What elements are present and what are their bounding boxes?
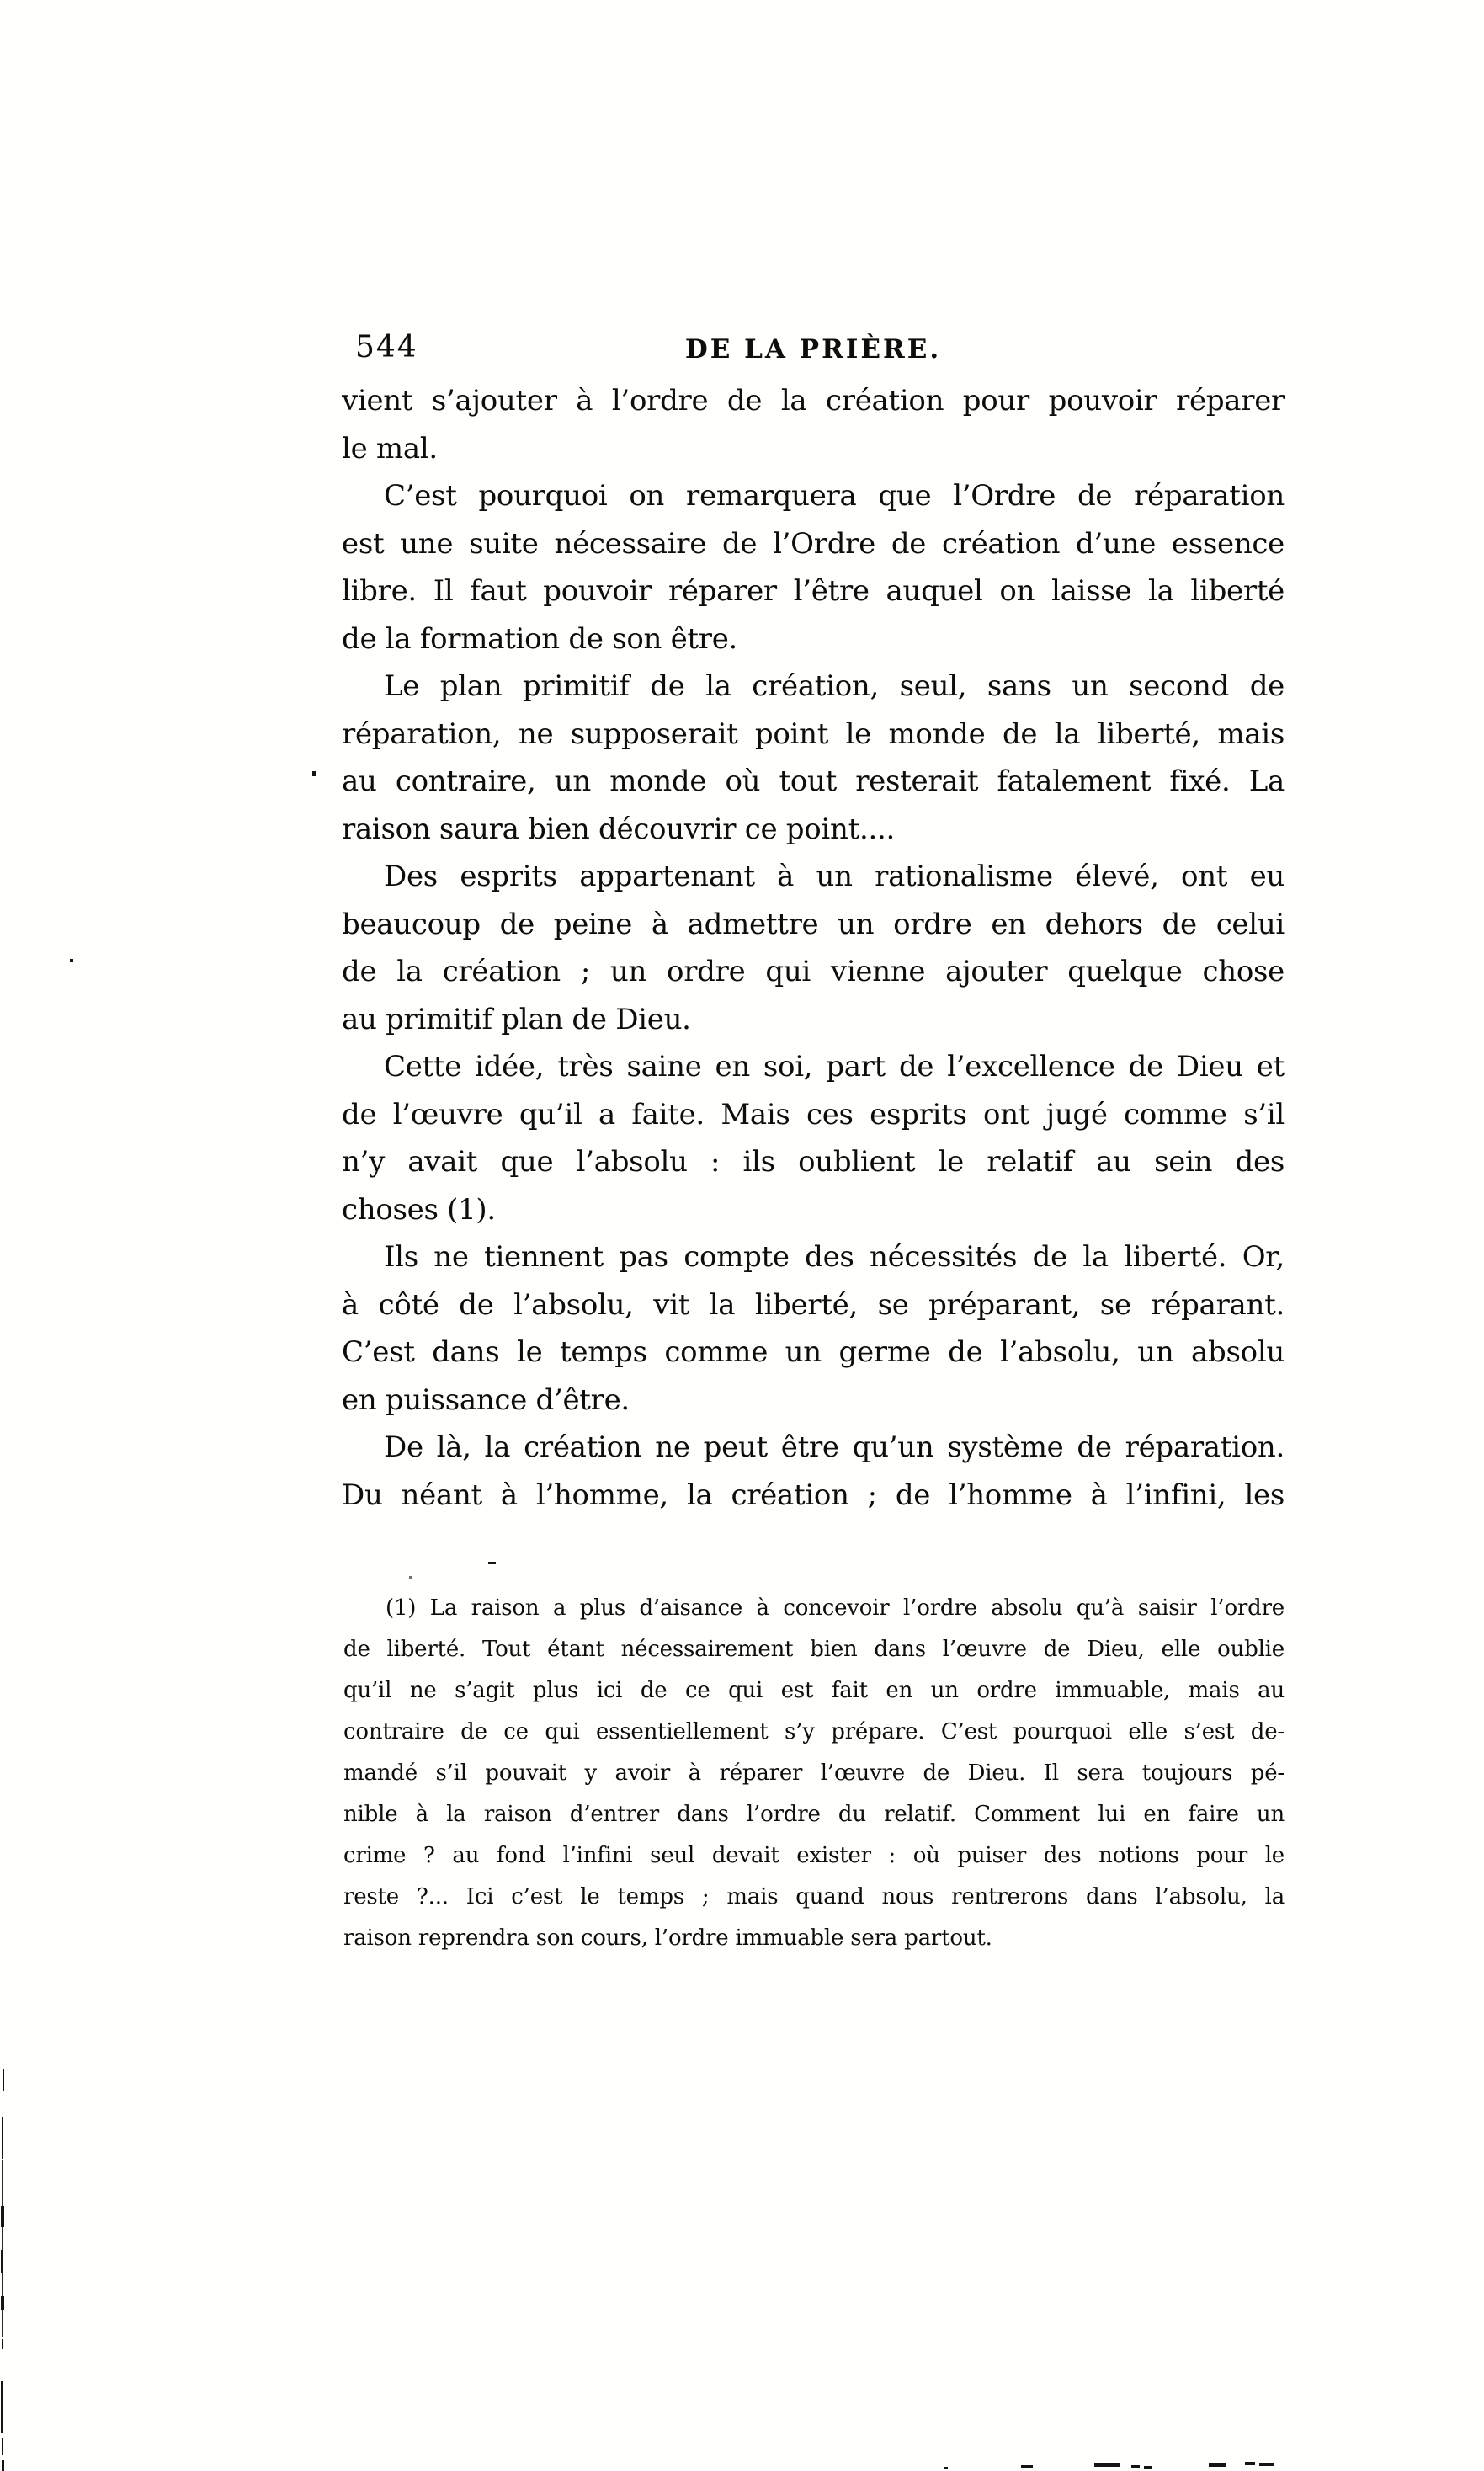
scan-artifact <box>409 1576 412 1579</box>
scan-artifact <box>1131 2465 1140 2468</box>
text-line: De là, la création ne peut être qu’un système de réparation. <box>384 1430 1285 1464</box>
text-line: qu’il ne s’agit plus ici de ce qui est fait en un ordre immuable, mais au <box>343 1678 1285 1703</box>
text-line: mandé s’il pouvait y avoir à réparer l’œuvre de Dieu. Il sera toujours pé- <box>343 1760 1285 1786</box>
scan-artifact <box>1209 2463 1226 2467</box>
scan-artifact <box>1 2250 3 2273</box>
scan-artifact <box>3 2069 4 2091</box>
scan-artifact <box>1 2206 4 2227</box>
scan-artifact <box>1245 2462 1255 2465</box>
text-line: Le plan primitif de la création, seul, sans un second de <box>384 669 1285 703</box>
scan-artifact <box>70 959 73 962</box>
text-line: au contraire, un monde où tout resterait fatalement fixé. La <box>342 764 1285 798</box>
text-line: de liberté. Tout étant nécessairement bien dans l’œuvre de Dieu, elle oublie <box>343 1637 1285 1662</box>
scan-artifact <box>1021 2465 1033 2468</box>
page-header <box>342 328 1285 372</box>
text-line: nible à la raison d’entrer dans l’ordre du relatif. Comment lui en faire un <box>343 1802 1285 1827</box>
footnote-text <box>343 1588 1285 1959</box>
text-line: reste ?... Ici c’est le temps ; mais quand nous rentrerons dans l’absolu, la <box>343 1884 1285 1909</box>
text-line: beaucoup de peine à admettre un ordre en dehors de celui <box>342 907 1285 941</box>
text-line: au primitif plan de Dieu. <box>342 1002 691 1036</box>
scan-artifact <box>1259 2463 1274 2466</box>
text-line: de la formation de son être. <box>342 621 738 656</box>
text-line: Cette idée, très saine en soi, part de l’excellence de Dieu et <box>384 1050 1285 1084</box>
text-line: choses (1). <box>342 1192 496 1227</box>
text-line: raison saura bien découvrir ce point.... <box>342 812 895 846</box>
scan-artifact <box>1 2296 4 2310</box>
text-line: C’est dans le temps comme un germe de l’absolu, un absolu <box>342 1335 1285 1369</box>
scan-artifact <box>2 2339 3 2349</box>
text-line: n’y avait que l’absolu : ils oublient le relatif au sein des <box>342 1145 1285 1179</box>
scan-artifact <box>2 2160 3 2337</box>
running-title: DE LA PRIÈRE. <box>684 334 942 365</box>
text-line: de l’œuvre qu’il a faite. Mais ces esprits ont jugé comme s’il <box>342 1097 1285 1132</box>
body-text <box>342 377 1285 1519</box>
text-line: crime ? au fond l’infini seul devait exister : où puiser des notions pour le <box>343 1843 1285 1868</box>
scan-artifact <box>2 2438 3 2455</box>
text-line: Du néant à l’homme, la création ; de l’homme à l’infini, les <box>342 1478 1285 1512</box>
text-line: le mal. <box>342 431 438 466</box>
text-line: de la création ; un ordre qui vienne ajouter quelque chose <box>342 955 1285 988</box>
scan-artifact <box>1094 2463 1120 2467</box>
text-line: réparation, ne supposerait point le monde de la liberté, mais <box>342 716 1285 751</box>
scan-artifact <box>312 771 316 776</box>
text-line: Des esprits appartenant à un rationalisme élevé, ont eu <box>384 860 1285 893</box>
scan-artifact <box>1 2381 3 2433</box>
text-line: en puissance d’être. <box>342 1382 630 1417</box>
scan-artifact <box>488 1562 496 1564</box>
text-line: contraire de ce qui essentiellement s’y prépare. C’est pourquoi elle s’est de- <box>343 1719 1285 1744</box>
text-line: Ils ne tiennent pas compte des nécessités de la liberté. Or, <box>384 1240 1285 1274</box>
scan-artifact <box>944 2467 948 2469</box>
text-line: à côté de l’absolu, vit la liberté, se préparant, se réparant. <box>342 1287 1285 1322</box>
page-number: 544 <box>355 330 418 365</box>
text-line: C’est pourquoi on remarquera que l’Ordre de réparation <box>384 479 1285 513</box>
scan-artifact <box>2 2117 3 2159</box>
text-line: libre. Il faut pouvoir réparer l’être auquel on laisse la liberté <box>342 574 1285 608</box>
text-line: raison reprendra son cours, l’ordre immuable sera partout. <box>343 1925 992 1951</box>
text-line: (1) La raison a plus d’aisance à concevoir l’ordre absolu qu’à saisir l’ordre <box>386 1595 1285 1621</box>
text-line: est une suite nécessaire de l’Ordre de création d’une essence <box>342 526 1285 561</box>
scan-artifact <box>2 2460 4 2471</box>
text-line: vient s’ajouter à l’ordre de la création pour pouvoir réparer <box>342 384 1285 418</box>
scan-artifact <box>1144 2466 1152 2469</box>
